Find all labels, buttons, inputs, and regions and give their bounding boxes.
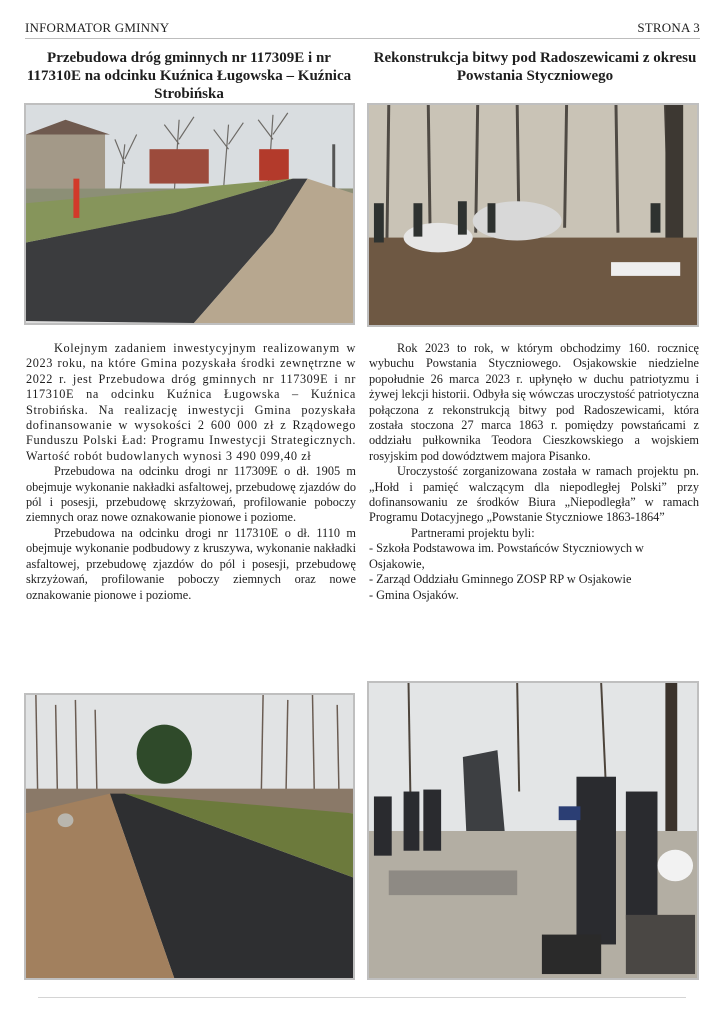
paragraph: Rok 2023 to rok, w którym obchodzimy 160. rocznicę wybuchu Powstania Styczniowego. Osjakowskie niedzielne popołudnie 26 marca 2023 r. upłynęło w duchu patriotyzmu i żywej lekcji historii. Odbyła się wówczas uroczystość patriotyczna połączona z rekonstrukcją bitwy pod Radoszewicami, która została stoczona 27 marca 1863 r. pomiędzy powstańcami z oddziału pułkownika Teodora Cieszkowskiego a wojskiem rosyjskim pod dowództwem majora Pisanko. [369,341,699,463]
partner-item: - Gmina Osjaków. [369,587,459,602]
photo-battle-reenactment [367,103,699,327]
paragraph: Uroczystość zorganizowana została w ramach projektu pn. „Hołd i pamięć walczącym dla niepodległej Polski” przy dofinansowaniu ze środków Biura „Niepodległa” w ramach Programu Dotacyjnego „Powstanie Styczniowe 1863-1864” [369,464,699,525]
header-divider [25,38,700,39]
partner-item: - Zarząd Oddziału Gminnego ZOSP RP w Osjakowie [369,572,632,587]
paragraph: Przebudowa na odcinku drogi nr 117309E o dł. 1905 m obejmuje wykonanie nakładki asfaltowej, przebudowę zjazdów do pól i posesji, przebudowę skrzyżowań, profilowanie poboczy ziemnych oraz nowe oznakowanie pionowe i poziome. [26,464,356,525]
photo-village-road [24,103,355,325]
publication-name: INFORMATOR GMINNY [25,20,170,35]
partners-intro: Partnerami projektu byli: [411,525,535,540]
article-body-roads [26,341,356,603]
page-number: STRONA 3 [637,20,700,35]
photo-ceremony [367,681,699,980]
article-body-reenactment [369,341,699,603]
article-title-reenactment: Rekonstrukcja bitwy pod Radoszewicami z okresu Powstania Styczniowego [373,50,697,84]
article-title-roads: Przebudowa dróg gminnych nr 117309E i nr 117310E na odcinku Kuźnica Ługowska – Kuźnica Strobińska [26,50,352,102]
footer-divider [38,997,686,998]
paragraph: Kolejnym zadaniem inwestycyjnym realizowanym w 2023 roku, na które Gmina pozyskała środki zewnętrzne w 2022 r. jest Przebudowa dróg gminnych nr 117309E i nr 117310E na odcinku Kuźnica Ługowska – Kuźnica Strobińska. Na realizację inwestycji Gmina pozyskała dofinansowanie w wysokości 2 600 000 zł z Rządowego Funduszu Polski Ład: Programu Inwestycji Strategicznych. Wartość robót budowlanych wynosi 3 490 099,40 zł [26,341,356,463]
photo-forest-road [24,693,355,980]
paragraph: Przebudowa na odcinku drogi nr 117310E o dł. 1110 m obejmuje wykonanie podbudowy z kruszywa, wykonanie nakładki asfaltowej, przebudowę zjazdów do pól i posesji, przebudowę skrzyżowań, profilowanie poboczy ziemnych oraz nowe oznakowanie pionowe i poziome. [26,525,356,602]
partner-item: - Szkoła Podstawowa im. Powstańców Styczniowych w Osjakowie, [369,541,644,571]
